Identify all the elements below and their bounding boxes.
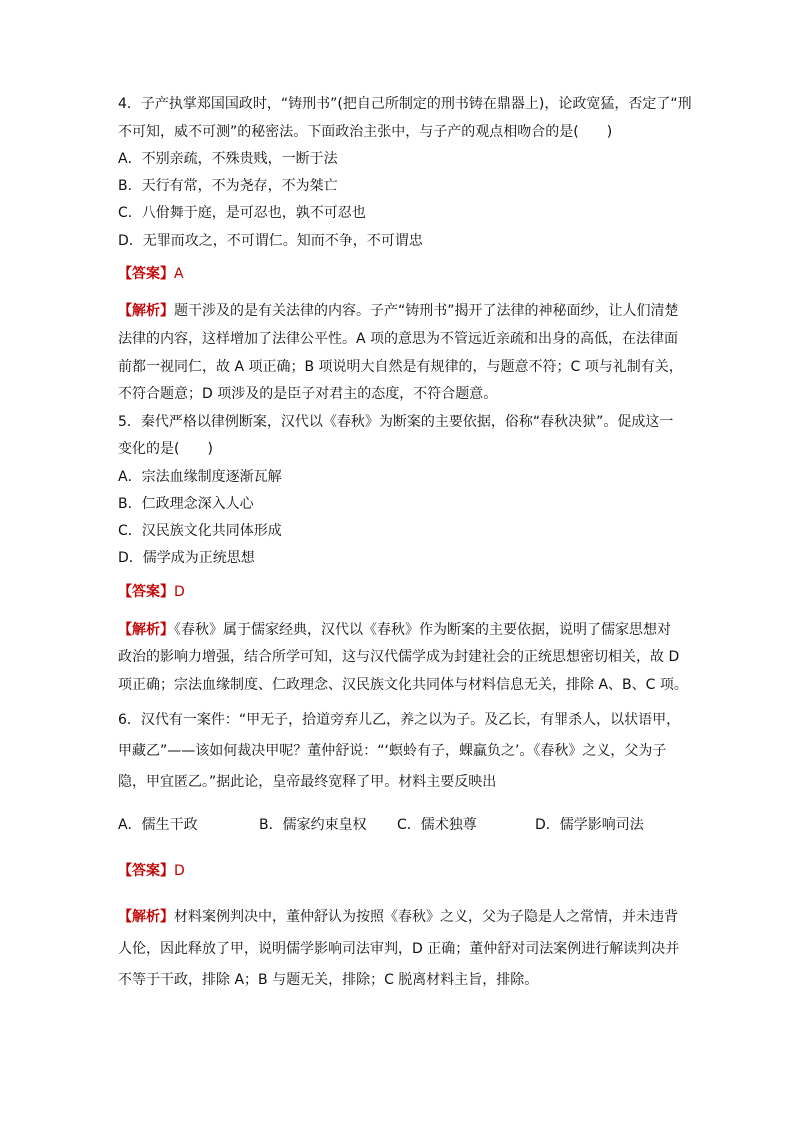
q6-stem-line-3: 隐，甲宜匿乙。”据此论，皇帝最终宽释了甲。材料主要反映出 [118, 774, 497, 790]
q4-option-d: D．无罪而攻之，不可谓仁。知而不争，不可谓忠 [118, 233, 423, 249]
q6-stem-line-2: 甲藏乙”——该如何裁决甲呢？董仲舒说：“‘螟蛉有子，蜾蠃负之’。《春秋》之义，父为子 [118, 743, 667, 759]
q5-answer [118, 585, 185, 599]
q6-analysis-text: 材料案例判决中，董仲舒认为按照《春秋》之义，父为子隐是人之常情，并未违背 [174, 909, 678, 925]
analysis-label: 【解析】 [118, 909, 174, 925]
answer-label: 【答案】 [118, 863, 174, 879]
q6-answer [118, 864, 185, 878]
q6-option-b: B．儒家约束皇权 [259, 817, 367, 833]
q4-analysis-line-1 [118, 304, 679, 318]
q4-analysis-line-4: 不符合题意；D 项涉及的是臣子对君主的态度，不符合题意。 [118, 386, 498, 402]
q4-option-a: A．不别亲疏，不殊贵贱，一断于法 [118, 151, 338, 167]
q6-option-c: C．儒术独尊 [397, 817, 477, 833]
q5-option-d: D．儒学成为正统思想 [118, 550, 255, 566]
q5-analysis-line-3: 项正确；宗法血缘制度、仁政理念、汉民族文化共同体与材料信息无关，排除 A、B、C 项。 [118, 677, 688, 693]
q5-option-b: B．仁政理念深入人心 [118, 496, 254, 512]
analysis-label: 【解析】 [118, 303, 174, 319]
q4-analysis-line-2: 法律的内容，这样增加了法律公平性。A 项的意思为不管远近亲疏和出身的高低，在法律面 [118, 331, 679, 347]
q5-analysis-text: 《春秋》属于儒家经典，汉代以《春秋》作为断案的主要依据，说明了儒家思想对 [174, 622, 671, 638]
q5-stem-line-1: 5．秦代严格以律例断案，汉代以《春秋》为断案的主要依据，俗称“春秋决狱”。促成这一 [118, 414, 674, 430]
q4-option-c: C．八佾舞于庭，是可忍也，孰不可忍也 [118, 205, 366, 221]
q6-analysis-line-3: 不等于干政，排除 A；B 与题无关，排除；C 脱离材料主旨，排除。 [118, 972, 539, 988]
q4-analysis-line-3: 前都一视同仁，故 A 项正确；B 项说明大自然是有规律的，与题意不符；C 项与礼制有关， [118, 359, 683, 375]
q4-answer [118, 267, 184, 281]
analysis-label: 【解析】 [118, 622, 174, 638]
q5-stem-line-2: 变化的是( ) [118, 441, 213, 457]
q6-stem-line-1: 6．汉代有一案件：“甲无子，拾道旁弃儿乙，养之以为子。及乙长，有罪杀人，以状语甲， [118, 712, 681, 728]
answer-label: 【答案】 [118, 584, 174, 600]
q6-option-d: D．儒学影响司法 [535, 817, 644, 833]
q4-answer-value: A [174, 266, 184, 282]
q6-analysis-line-1 [118, 910, 678, 924]
q4-option-b: B．天行有常，不为尧存，不为桀亡 [118, 178, 338, 194]
answer-label: 【答案】 [118, 266, 174, 282]
q6-option-a: A．儒生干政 [118, 817, 198, 833]
q5-option-c: C．汉民族文化共同体形成 [118, 523, 282, 539]
q5-analysis-line-1 [118, 623, 671, 637]
q5-analysis-line-2: 政治的影响力增强，结合所学可知，这与汉代儒学成为封建社会的正统思想密切相关，故 D [118, 649, 680, 665]
q5-option-a: A．宗法血缘制度逐渐瓦解 [118, 469, 282, 485]
q6-answer-value: D [174, 863, 185, 879]
q4-analysis-text: 题干涉及的是有关法律的内容。子产“铸刑书”揭开了法律的神秘面纱，让人们清楚 [174, 303, 679, 319]
q4-stem-line-1: 4．子产执掌郑国国政时，“铸刑书”(把自己所制定的刑书铸在鼎器上)，论政宽猛，否定了“刑 [118, 96, 692, 112]
q6-analysis-line-2: 人伦，因此释放了甲，说明儒学影响司法审判，D 正确；董仲舒对司法案例进行解读判决并 [118, 941, 680, 957]
q5-answer-value: D [174, 584, 185, 600]
q4-stem-line-2: 不可知，威不可测”的秘密法。下面政治主张中，与子产的观点相吻合的是( ) [118, 124, 613, 140]
